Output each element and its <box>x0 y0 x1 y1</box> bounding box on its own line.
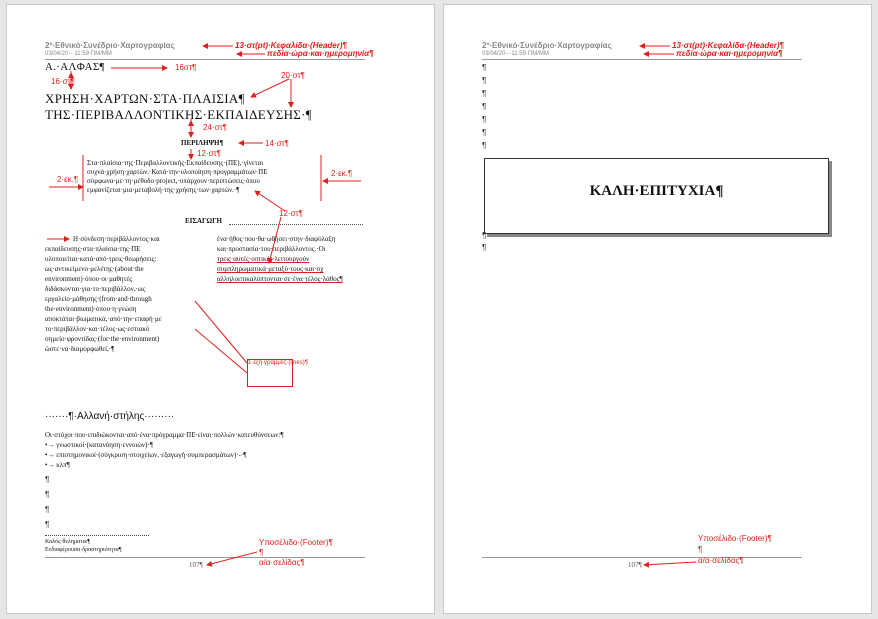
space-16-note: 16·στ¶ <box>51 77 75 86</box>
abstract-line: σύμφωνα·με·τη·μέθοδο·project,·υπάρχουν·περιπτώσεις·όπου <box>87 177 260 185</box>
bullet-text: γνωστικοί·(κατανόηση·εννοιών)·¶ <box>56 441 153 449</box>
col-right-line: ένα·ήθος·που·θα·ωθήσει·στην·διαφύλαξη <box>217 235 336 243</box>
abstract-line: Στα·πλαίσια·της·Περιβαλλοντικής·Εκπαίδευσης·(ΠΕ),·γίνεται <box>87 159 264 167</box>
page-number-annotation: α/α·σελίδας¶ <box>259 558 305 567</box>
col-left-line: ώστε·να·διαμορφωθεί,·¶ <box>45 345 115 353</box>
pilcrow: ¶ <box>45 475 50 484</box>
col-left-line: αποκτάται·βιωματικά,·από·την·επαφή·με <box>45 315 162 323</box>
bullet-item: •→ γνωστικοί·(κατανόηση·εννοιών)·¶ <box>45 441 153 449</box>
page-1 <box>6 4 435 614</box>
col-right-line: αλληλοεπικαλύπτονται·σε·ένα·τέλος·λάθος¶ <box>217 275 343 283</box>
page-number: 107¶ <box>628 561 642 569</box>
header-date-annotation: πεδία·ώρα·και·ημερομηνία¶ <box>676 49 783 58</box>
pilcrow: ¶ <box>482 89 487 98</box>
pilcrow: ¶ <box>45 490 50 499</box>
col-left-line: σημείο·φροντίδας·(for·the·environment) <box>45 335 160 343</box>
pilcrow: ¶ <box>482 141 487 150</box>
header-title: 2º·Εθνικό·Συνέδριο·Χαρτογραφίας <box>482 41 612 50</box>
footer-annotation: Υποσέλιδο·(Footer)¶ <box>698 534 772 543</box>
pilcrow: ¶ <box>482 76 487 85</box>
space-24-note: 24·στ¶ <box>203 123 227 132</box>
page-number-annotation: α/α·σελίδας¶ <box>698 556 744 565</box>
col-right-line: συμπληρωματικά·μεταξύ·τους·και·σχ <box>217 265 324 273</box>
space-14-note: 14·στ¶ <box>265 139 289 148</box>
col-left-line: διδάσκονται·για·το·περιβάλλον,·ως <box>45 285 146 293</box>
bullet-item: •→ κλπ¶ <box>45 461 70 469</box>
body-line: Οι·στόχοι·που·επιδιώκονται·από·ένα·πρόγραμμα·ΠΕ·είναι·πολλών·κατευθύνσεων:¶ <box>45 431 284 439</box>
author-indent-note: 16στ¶ <box>175 63 197 72</box>
bullet-text: κλπ¶ <box>56 461 70 469</box>
left-indent-note: 2·εκ.¶ <box>57 175 79 184</box>
col-left-line: environment)·όπου·οι·μαθητές <box>45 275 133 283</box>
right-indent-note: 2·εκ.¶ <box>331 169 353 178</box>
footer-pilcrow: ¶ <box>259 548 264 557</box>
col-right-line: και·προστασία·του·περιβάλλοντος.·Οι <box>217 245 326 253</box>
page-number: 107¶ <box>189 561 203 569</box>
header-annotation: 13·στ(pt)·Κεφαλίδα·(Header)¶ <box>672 41 784 50</box>
title-line-1: ΧΡΗΣΗ·ΧΑΡΤΩΝ·ΣΤΑ·ΠΛΑΙΣΙΑ¶ <box>45 91 245 106</box>
footer-annotation: Υποσέλιδο·(Footer)¶ <box>259 538 333 547</box>
pilcrow: ¶ <box>482 115 487 124</box>
header-date-annotation: πεδία·ώρα·και·ημερομηνία¶ <box>267 49 374 58</box>
col-left-line: εκπαίδευσης·στα·πλαίσια·της·ΠΕ <box>45 245 141 253</box>
bullet-text: επιστημονικοί·(σύγκριση·στοιχείων,·εξαγωγή·συμπερασμάτων)·-·¶ <box>56 451 247 459</box>
page-2 <box>443 4 872 614</box>
footnote: Ενδιαφέρουσα·δραστηριότητα¶ <box>45 547 122 553</box>
col-left-line: the·environment)·όπου·η·γνώση <box>45 305 137 313</box>
space-12-note: 12·στ¶ <box>197 149 221 158</box>
pilcrow: ¶ <box>482 243 487 252</box>
footnote: Καλός·θεληματικ¶ <box>45 539 91 545</box>
pilcrow: ¶ <box>482 128 487 137</box>
good-luck-text: ΚΑΛΗ·ΕΠΙΤΥΧΙΑ¶ <box>589 183 724 199</box>
footer-pilcrow: ¶ <box>698 545 703 554</box>
header-title: 2º·Εθνικό·Συνέδριο·Χαρτογραφίας <box>45 41 175 50</box>
title-line-2: ΤΗΣ·ΠΕΡΙΒΑΛΛΟΝΤΙΚΗΣ·ΕΚΠΑΙΔΕΥΣΗΣ·¶ <box>45 107 312 122</box>
col-left-line: εργαλείο·μάθησης·(from·and·through <box>45 295 152 303</box>
header-date: 03/04/20·-·11:59·ΠΜ/MM <box>482 51 549 57</box>
column-break: ·······¶·Αλλανή·στήλης········· <box>45 411 175 422</box>
pilcrow: ¶ <box>45 520 50 529</box>
pilcrow: ¶ <box>482 231 487 240</box>
lines-callout: 1·έξη·γραμμές·(lines)¶ <box>247 359 293 387</box>
pilcrow: ¶ <box>482 102 487 111</box>
space-12b-note: 12·στ¶ <box>279 209 303 218</box>
header-date: 03/04/20·-·11:59·ΠΜ/MM <box>45 51 112 57</box>
space-20-note: 20·στ¶ <box>281 71 305 80</box>
header-annotation: 13·στ(pt)·Κεφαλίδα·(Header)¶ <box>235 41 347 50</box>
bullet-item: •→ επιστημονικοί·(σύγκριση·στοιχείων,·εξαγωγή·συμπερασμάτων)·-·¶ <box>45 451 247 459</box>
abstract-line: συχνά·χρήση·χαρτών.·Κατά·την·υλοποίηση·προγραμμάτων·ΠΕ <box>87 168 268 176</box>
col-left-line: Η·σύνδεση·περιβάλλοντος·και <box>73 235 160 243</box>
author-name: Α.·ΑΛΦΑΣ¶ <box>45 61 105 73</box>
annotation-arrows <box>7 5 434 613</box>
intro-heading: ΕΙΣΑΓΩΓΗ <box>185 217 222 225</box>
annotation-arrows <box>444 5 871 613</box>
col-right-line: τρεις·αυτές·οπτικές·λειτουργούν <box>217 255 310 263</box>
pilcrow: ¶ <box>482 63 487 72</box>
abstract-line: εμφανίζεται·μια·μεταβολή·της·χρήσης·των·χαρτών.·¶ <box>87 186 240 194</box>
col-left-line: υλοποιείται·κατά·από·τρεις·θεωρήσεις: <box>45 255 157 263</box>
abstract-heading: ΠΕΡΙΛΗΨΗ¶ <box>181 139 224 147</box>
col-left-line: το·περιβάλλον·και·τέλος·ως·εστιακό <box>45 325 150 333</box>
pilcrow: ¶ <box>45 505 50 514</box>
col-left-line: ως·αντικείμενο·μελέτης·(about·the <box>45 265 144 273</box>
